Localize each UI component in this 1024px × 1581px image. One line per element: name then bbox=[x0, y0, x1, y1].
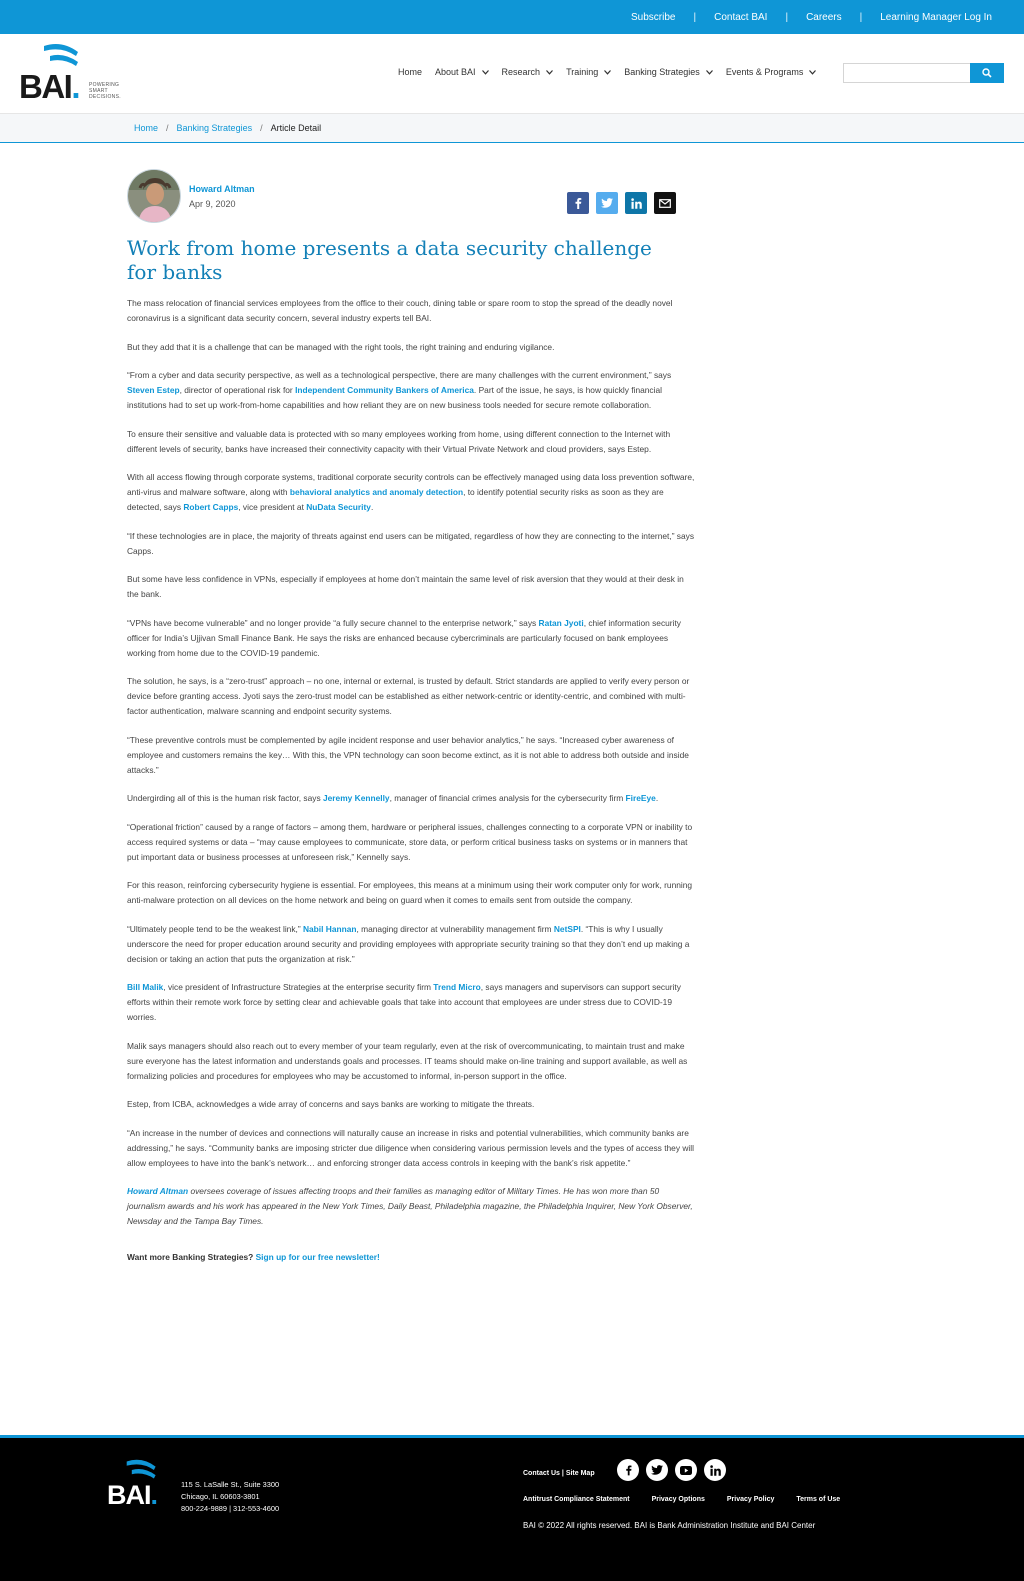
chevron-down-icon bbox=[809, 70, 816, 75]
learning-manager-login-link[interactable]: Learning Manager Log In bbox=[880, 11, 992, 23]
author-row bbox=[127, 169, 697, 225]
breadcrumb-home[interactable]: Home bbox=[134, 123, 159, 133]
footer-social-icons bbox=[617, 1459, 733, 1481]
article-paragraph: “If these technologies are in place, the majority of threats against end users can be mitigated, regardless of how they are connecting to the internet,” says Capps. bbox=[127, 530, 695, 556]
footer-contact-links: Contact Us | Site Map bbox=[523, 1470, 595, 1477]
article-paragraph: “From a cyber and data security perspective, as well as a technological perspective, there are many challenges with the current environment,” says Steven Estep, director of operational risk for Independent Community Bankers of America. Part of the issue, he says, is how quickly financial institutions had to set up work-from-home capabilities and how reliant they are on new business tools needed for secure remote collaboration. bbox=[127, 370, 672, 410]
contact-bai-link[interactable]: Contact BAI bbox=[714, 11, 768, 23]
breadcrumb-separator: / bbox=[166, 123, 169, 133]
chevron-down-icon bbox=[706, 70, 713, 75]
inline-link[interactable]: Steven Estep bbox=[127, 385, 180, 395]
footer-phones: 800-224-9889 | 312-553-4600 bbox=[181, 1504, 280, 1513]
nav-home[interactable]: Home bbox=[398, 67, 423, 77]
inline-link[interactable]: Robert Capps bbox=[183, 502, 239, 512]
chevron-down-icon bbox=[604, 70, 611, 75]
publish-date: Apr 9, 2020 bbox=[189, 199, 236, 209]
footer-logo[interactable] bbox=[107, 1458, 167, 1513]
search-input[interactable] bbox=[843, 63, 970, 83]
article-paragraph: “An increase in the number of devices and connections will naturally cause an increase in risks and potential vulnerabilities, which community banks are addressing,” he says. “Community banks are imposing stricter due diligence when considering various permission levels and the types of access they will allow employees to have into the bank’s network… and enforcing stronger data access controls in keeping with the bank’s risk appetite.” bbox=[127, 1127, 694, 1168]
utility-bar bbox=[0, 0, 1024, 34]
author-name-link[interactable]: Howard Altman bbox=[189, 184, 255, 194]
chevron-down-icon bbox=[546, 70, 553, 75]
article-paragraph: “Ultimately people tend to be the weakest link,” Nabil Hannan, managing director at vulnerability management firm NetSPI. “This is why I usually underscore the need for proper education around security and providing employees with appropriate security training so that they don’t end up making a decision or taking an action that puts the organization at risk.” bbox=[127, 923, 690, 964]
subscribe-link[interactable]: Subscribe bbox=[631, 11, 676, 23]
nav-research[interactable]: Research bbox=[502, 67, 554, 77]
inline-link[interactable]: Jeremy Kennelly bbox=[322, 793, 390, 803]
newsletter-cta-text: Want more Banking Strategies? bbox=[127, 1252, 256, 1262]
inline-link[interactable]: Bill Malik bbox=[127, 982, 164, 992]
article-title: Work from home presents a data security challenge for banks bbox=[127, 236, 652, 284]
article-paragraph: “Operational friction” caused by a range of factors – among them, hardware or peripheral issues, challenges connecting to a corporate VPN or inability to access required systems or data – “may cause employees to communicate, store data, or perform critical business tasks on systems or in manners that put important data or business processes at unforeseen risk,” Kennelly says. bbox=[127, 821, 693, 862]
article-paragraph: To ensure their sensitive and valuable data is protected with so many employees working from home, using different connection to the Internet with different levels of security, banks have increased their connectivity capacity with their Virtual Private Network and cloud providers, says Estep. bbox=[127, 428, 671, 454]
footer-contact-us-link[interactable]: Contact Us bbox=[523, 1470, 560, 1477]
site-search bbox=[843, 63, 1004, 83]
logo-tagline: POWERING SMART DECISIONS. bbox=[89, 82, 121, 100]
inline-link[interactable]: Trend Micro bbox=[433, 982, 481, 992]
copyright: BAI © 2022 All rights reserved. BAI is Bank Administration Institute and BAI Center bbox=[523, 1521, 816, 1530]
share-buttons bbox=[567, 192, 683, 214]
nav-banking-strategies[interactable]: Banking Strategies bbox=[624, 67, 713, 77]
author-bio-text: Howard Altman oversees coverage of issues affecting troops and their families as managing editor of Military Times. He has won more than 50 journalism awards and his work has appeared in the New York Times, Daily Beast, Philadelphia magazine, the Philadelphia Inquirer, New York Observer, Newsday and the Tampa Bay Times. bbox=[127, 1186, 693, 1226]
footer-facebook-button[interactable] bbox=[617, 1459, 639, 1481]
inline-link[interactable]: FireEye bbox=[625, 793, 656, 803]
inline-link[interactable]: Independent Community Bankers of America bbox=[295, 385, 474, 395]
footer-logo-wordmark: BAI. bbox=[107, 1480, 158, 1510]
breadcrumb-banking-strategies[interactable]: Banking Strategies bbox=[176, 123, 253, 133]
careers-link[interactable]: Careers bbox=[806, 11, 842, 23]
logo-swoosh-icon bbox=[42, 42, 82, 70]
author-avatar bbox=[127, 169, 181, 223]
inline-link[interactable]: Howard Altman bbox=[127, 1186, 189, 1196]
footer-twitter-button[interactable] bbox=[646, 1459, 668, 1481]
search-button[interactable] bbox=[970, 63, 1004, 83]
nav-events-programs[interactable]: Events & Programs bbox=[726, 67, 817, 77]
breadcrumb bbox=[0, 114, 1024, 143]
article-paragraph: For this reason, reinforcing cybersecurity hygiene is essential. For employees, this means at a minimum using their work computer only for work, running anti-malware protection on all devices on the home network and being on guard when it comes to emails sent from outside the company. bbox=[127, 880, 693, 905]
article-paragraph: “VPNs have become vulnerable” and no longer provide “a fully secure channel to the enterprise network,” says Ratan Jyoti, chief information security officer for India’s Ujjivan Small Finance Bank. He says the risks are enhanced because cybercriminals are particularly focused on bank employees working from home due to the COVID-19 pandemic. bbox=[127, 617, 681, 658]
breadcrumb-current: Article Detail bbox=[270, 123, 322, 133]
privacy-policy-link[interactable]: Privacy Policy bbox=[726, 1496, 775, 1503]
share-twitter-button[interactable] bbox=[596, 192, 618, 214]
article-paragraph: Malik says managers should also reach out to every member of your team regularly, even at the risk of overcommunicating, to maintain trust and make sure everyone has the latest information and understands goals and processes. IT teams should make on-line training and support available, as well as formalizing policies and procedures for employees who may be accustomed to informal, in-person support in the office. bbox=[127, 1040, 688, 1081]
article-paragraph: But they add that it is a challenge that can be managed with the right tools, the right training and enduring vigilance. bbox=[127, 341, 555, 352]
article-paragraph: But some have less confidence in VPNs, especially if employees at home don’t maintain the same level of risk aversion that they would at their desk in the bank. bbox=[127, 574, 684, 599]
article bbox=[127, 169, 697, 1262]
facebook-icon bbox=[573, 197, 583, 209]
article-paragraph: “These preventive controls must be complemented by agile incident response and user behavior analytics,” he says. “Increased cyber awareness of employee and customers remains the key… With this, the VPN technology can soon become extinct, as it is not able to address both outside and inside attacks.” bbox=[127, 734, 689, 775]
chevron-down-icon bbox=[482, 70, 489, 75]
linkedin-icon bbox=[631, 198, 642, 209]
author-bio bbox=[127, 1184, 695, 1229]
twitter-icon bbox=[601, 198, 613, 208]
separator: | bbox=[693, 11, 697, 23]
bai-logo[interactable] bbox=[19, 42, 129, 106]
privacy-options-link[interactable]: Privacy Options bbox=[651, 1496, 705, 1503]
share-email-button[interactable] bbox=[654, 192, 676, 214]
footer-linkedin-button[interactable] bbox=[704, 1459, 726, 1481]
inline-link[interactable]: NetSPI bbox=[553, 923, 581, 934]
antitrust-compliance-link[interactable]: Antitrust Compliance Statement bbox=[523, 1496, 630, 1503]
youtube-icon bbox=[680, 1466, 692, 1475]
terms-of-use-link[interactable]: Terms of Use bbox=[796, 1496, 841, 1503]
share-linkedin-button[interactable] bbox=[625, 192, 647, 214]
article-body bbox=[127, 296, 695, 1171]
separator: | bbox=[785, 11, 789, 23]
facebook-icon bbox=[624, 1464, 633, 1476]
linkedin-icon bbox=[710, 1465, 721, 1476]
article-paragraph: With all access flowing through corporate systems, traditional corporate security controls can be effectively managed using data loss prevention software, anti-virus and malware software, along with behavioral analytics and anomaly detection, to identify potential security risks as soon as they are detected, says Robert Capps, vice president at NuData Security. bbox=[127, 472, 695, 512]
newsletter-cta bbox=[127, 1252, 697, 1262]
article-paragraph: Estep, from ICBA, acknowledges a wide array of concerns and says banks are working to mitigate the threats. bbox=[127, 1099, 535, 1109]
footer-youtube-button[interactable] bbox=[675, 1459, 697, 1481]
footer-address: 115 S. LaSalle St., Suite 3300 Chicago, IL 60603-3801 800-224-9889 | 312-553-4600 bbox=[181, 1480, 280, 1513]
inline-link[interactable]: behavioral analytics and anomaly detection bbox=[289, 487, 464, 497]
share-facebook-button[interactable] bbox=[567, 192, 589, 214]
breadcrumb-separator: / bbox=[260, 123, 263, 133]
article-paragraph: The mass relocation of financial services employees from the office to their couch, dining table or spare room to stop the spread of the deadly novel coronavirus is a significant data security concern, several industry experts tell BAI. bbox=[127, 298, 673, 323]
site-footer bbox=[0, 1435, 1024, 1581]
logo-swoosh-icon bbox=[125, 1458, 159, 1482]
twitter-icon bbox=[651, 1465, 663, 1475]
inline-link[interactable]: Nabil Hannan bbox=[302, 923, 357, 934]
article-paragraph: Bill Malik, vice president of Infrastructure Strategies at the enterprise security firm Trend Micro, says managers and supervisors can support security efforts within their remote work force by setting clear and achievable goals that take into account that employees are under stress due to COVID-19 worries. bbox=[127, 982, 681, 1022]
email-icon bbox=[659, 199, 671, 208]
article-paragraph: The solution, he says, is a “zero-trust” approach – no one, internal or external, is trusted by default. Strict standards are applied to verify every person or device before granting access. Jyoti says the zero-trust model can be established as either network-centric or identity-centric, and combined with multi-factor authentication, malware scanning and endpoint security systems. bbox=[127, 676, 690, 716]
logo-wordmark: BAI. bbox=[19, 68, 80, 105]
footer-legal-links bbox=[523, 1496, 862, 1503]
separator: | bbox=[859, 11, 863, 23]
newsletter-signup-link[interactable]: Sign up for our free newsletter! bbox=[255, 1252, 380, 1262]
inline-link[interactable]: Ratan Jyoti bbox=[538, 617, 584, 628]
author-photo bbox=[128, 170, 181, 223]
main-navigation bbox=[398, 67, 829, 77]
article-paragraph: Undergirding all of this is the human risk factor, says Jeremy Kennelly, manager of financial crimes analysis for the cybersecurity firm FireEye. bbox=[127, 793, 659, 803]
nav-training[interactable]: Training bbox=[566, 67, 611, 77]
nav-about-bai[interactable]: About BAI bbox=[435, 67, 489, 77]
footer-site-map-link[interactable]: Site Map bbox=[565, 1470, 595, 1477]
search-icon bbox=[982, 68, 992, 78]
inline-link[interactable]: NuData Security bbox=[306, 502, 371, 512]
